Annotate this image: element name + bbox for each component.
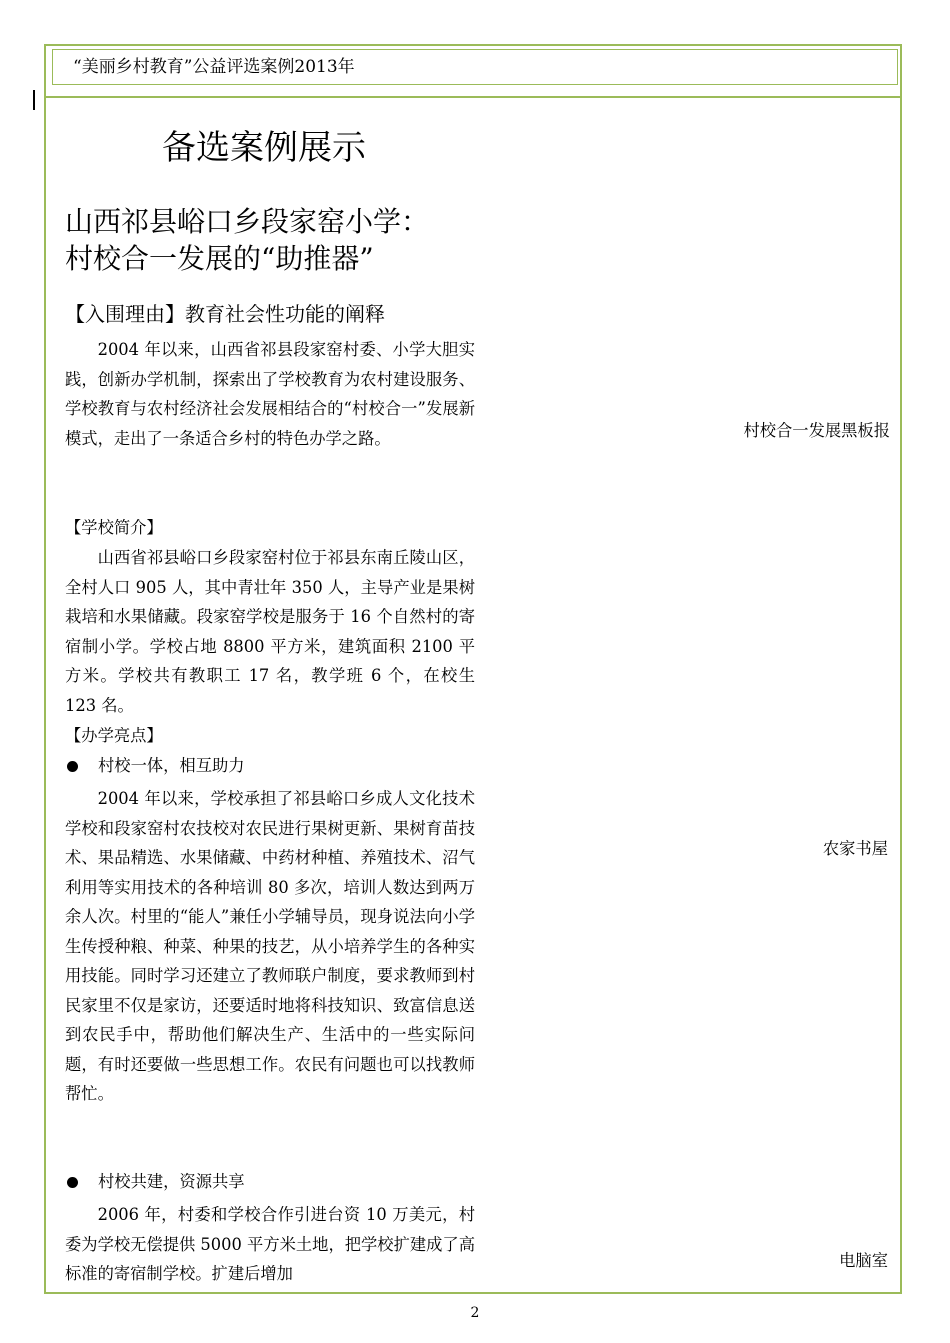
reason-heading: 【入围理由】教育社会性功能的阐释 (65, 302, 385, 326)
intro-paragraph: 山西省祁县峪口乡段家窑村位于祁县东南丘陵山区，全村人口 905 人，其中青壮年 350 人，主导产业是果树栽培和水果储藏。段家窑学校是服务于 16 个自然村的寄宿制小学。学校占地 8800 平方米，建筑面积 2100 平方米。学校共有教职工 17 名，教学班 6 个，在校生 123 名。 (65, 548, 475, 715)
page-number: 2 (470, 1305, 480, 1321)
highlight-item-2-title-row (65, 1168, 245, 1196)
bullet-icon (67, 1177, 78, 1188)
bullet-icon (67, 761, 78, 772)
highlight-item-1-paragraph: 2004 年以来，学校承担了祁县峪口乡成人文化技术学校和段家窑村农技校对农民进行果树更新、果树育苗技术、果品精选、水果储藏、中药材种植、养殖技术、沼气利用等实用技术的各种培训 80 多次，培训人数达到两万余人次。村里的“能人”兼任小学辅导员，现身说法向小学生传授种粮、种菜、种果的技艺，从小培养学生的各种实用技能。同时学习还建立了教师联户制度，要求教师到村民家里不仅是家访，还要适时地将科技知识、致富信息送到农民手中，帮助他们解决生产、生活中的一些实际问题，有时还要做一些思想工作。农民有问题也可以找教师帮忙。 (65, 789, 475, 1103)
reason-paragraph: 2004 年以来，山西省祁县段家窑村委、小学大胆实践，创新办学机制，探索出了学校教育为农村建设服务、学校教育与农村经济社会发展相结合的“村校合一”发展新模式，走出了一条适合乡村的特色办学之路。 (65, 340, 475, 448)
text-cursor-icon (33, 90, 35, 110)
highlight-item-2-paragraph: 2006 年，村委和学校合作引进台资 10 万美元，村委为学校无偿提供 5000 平方米土地，把学校扩建成了高标准的寄宿制学校。扩建后增加 (65, 1205, 475, 1283)
header-divider (46, 96, 902, 98)
section-title: 备选案例展示 (162, 128, 366, 168)
highlights-heading: 【办学亮点】 (65, 726, 163, 745)
intro-heading: 【学校简介】 (65, 518, 163, 537)
case-title-line-2: 村校合一发展的“助推器” (65, 242, 374, 275)
highlight-item-1-title: 村校一体，相互助力 (98, 756, 245, 775)
caption-blackboard: 村校合一发展黑板报 (743, 421, 890, 440)
highlight-item-2-title: 村校共建，资源共享 (98, 1172, 245, 1191)
header-title: “美丽乡村教育”公益评选案例2013年 (73, 57, 355, 77)
caption-bookhouse: 农家书屋 (822, 839, 888, 858)
document-header (52, 49, 898, 85)
highlight-item-1-title-row (65, 752, 245, 780)
caption-computer-room: 电脑室 (839, 1251, 888, 1270)
case-title (65, 203, 429, 277)
case-title-line-1: 山西祁县峪口乡段家窑小学： (65, 205, 430, 238)
